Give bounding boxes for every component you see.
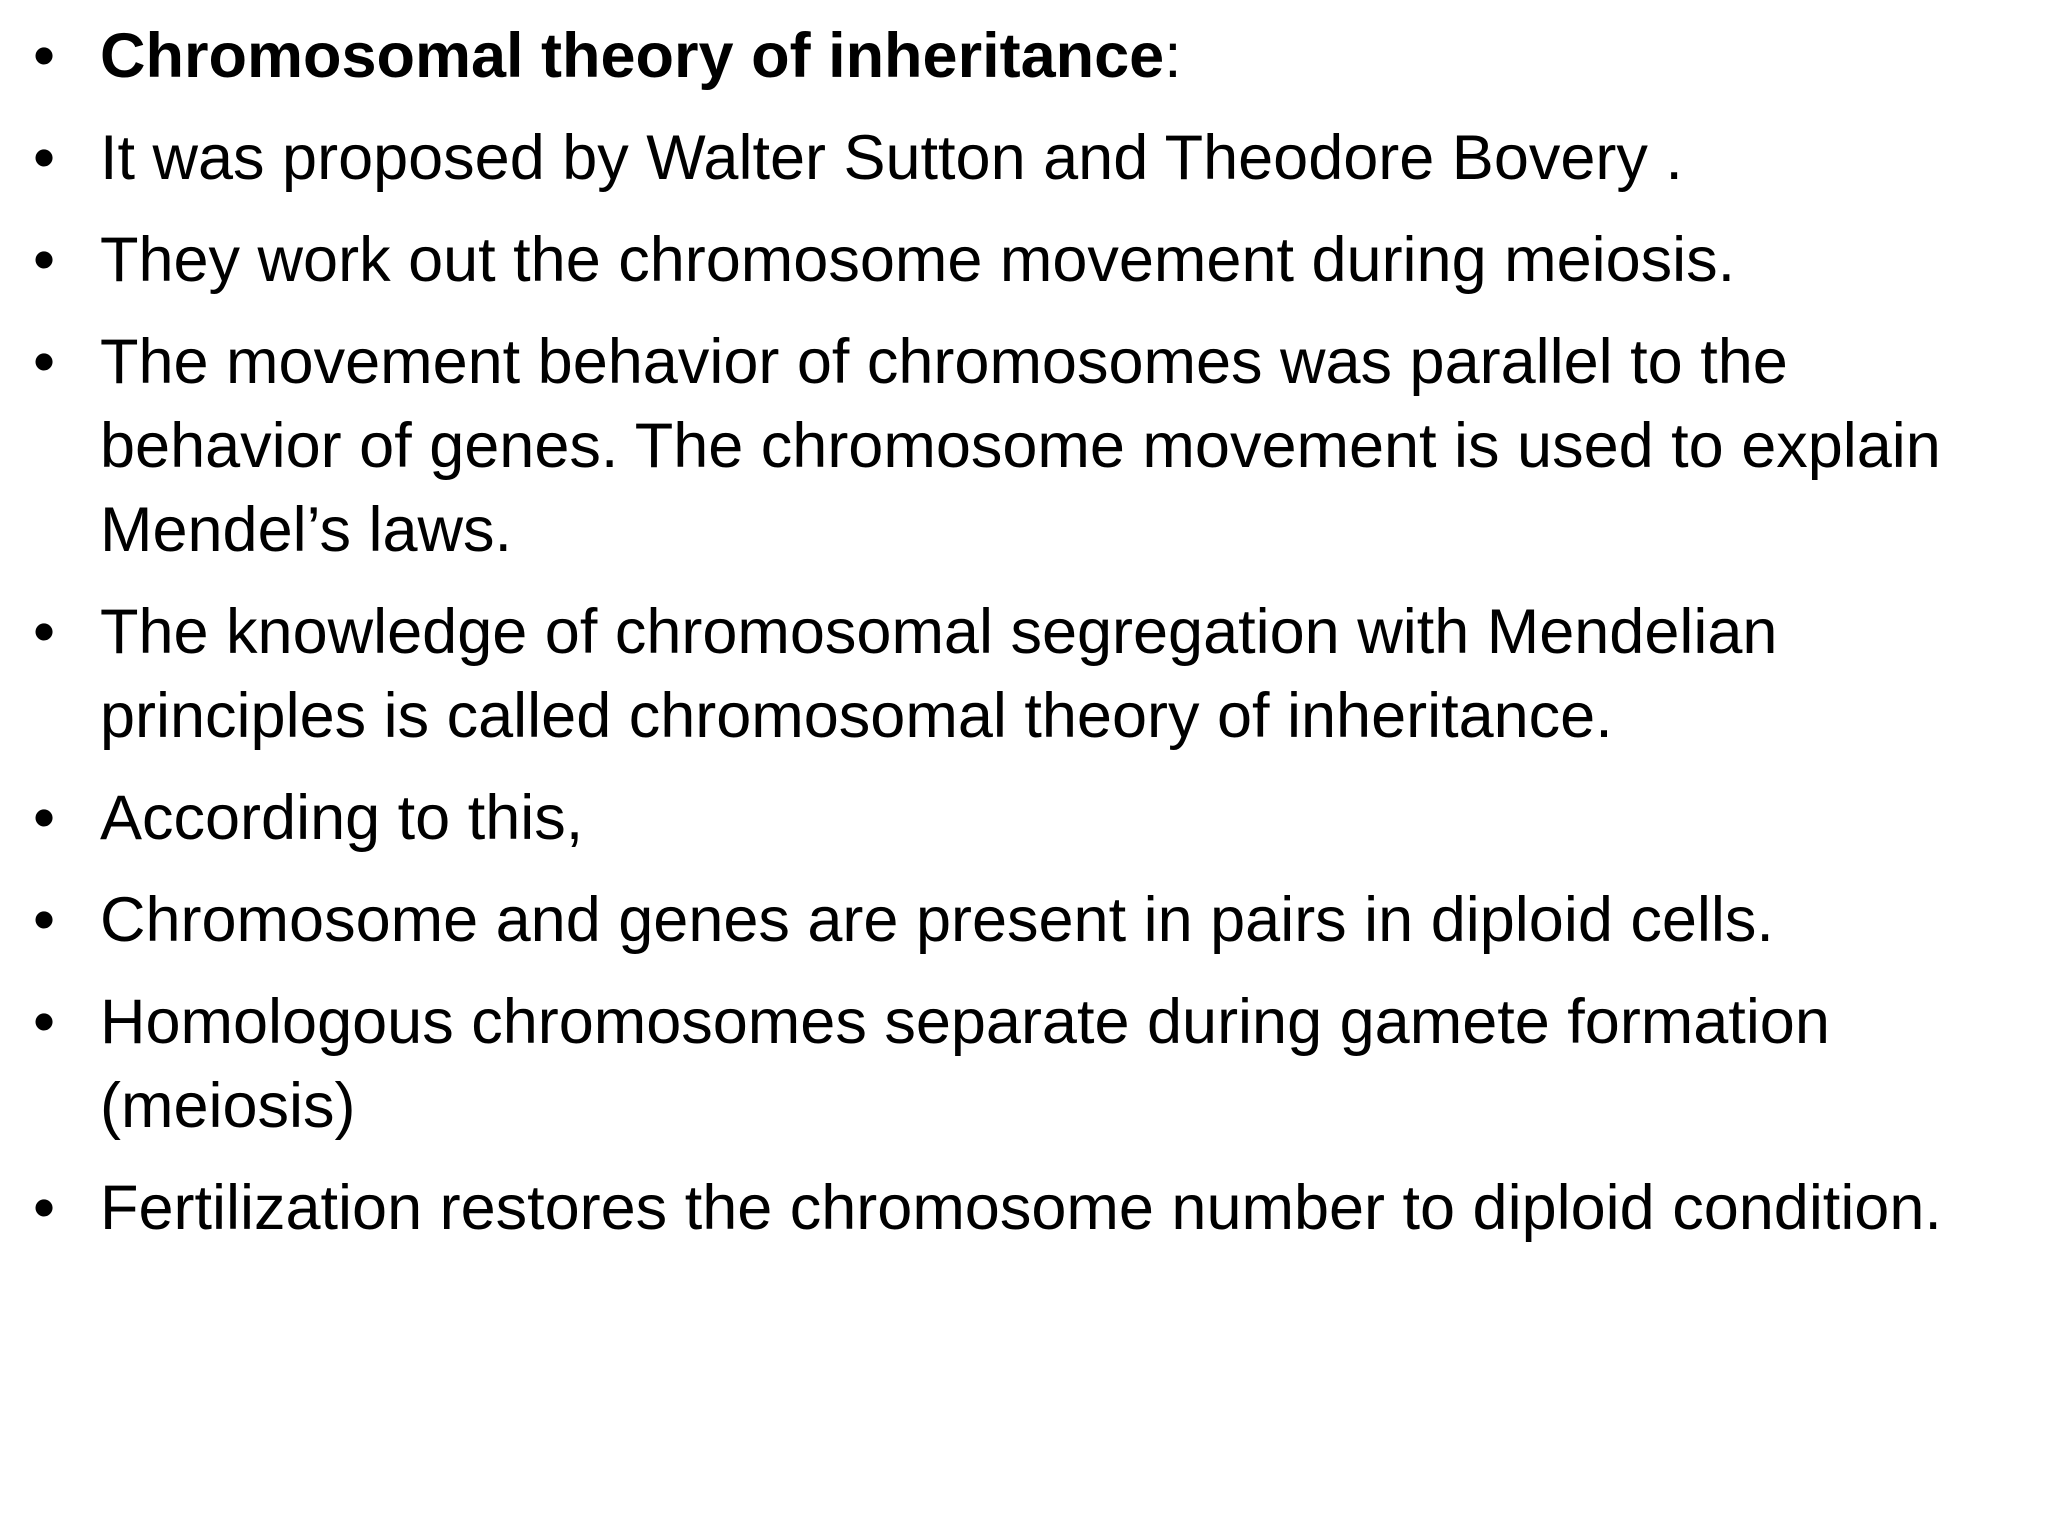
bullet-marker: • — [32, 885, 56, 955]
bullet-item-heading — [0, 14, 2048, 98]
bullet-item — [0, 1166, 2048, 1250]
bullet-marker: • — [32, 21, 56, 91]
bullet-marker: • — [32, 987, 56, 1057]
bullet-item — [0, 590, 2048, 758]
bullet-text: The knowledge of chromosomal segregation with Mendelian principles is called chromosomal theory of inheritance. — [100, 597, 1778, 751]
bullet-item — [0, 776, 2048, 860]
bullet-text: Fertilization restores the chromosome number to diploid condition. — [100, 1173, 1942, 1243]
bullet-marker: • — [32, 123, 56, 193]
bullet-text: Homologous chromosomes separate during gamete formation (meiosis) — [100, 987, 1830, 1141]
bullet-item — [0, 878, 2048, 962]
bullet-text: It was proposed by Walter Sutton and Theodore Bovery . — [100, 123, 1683, 193]
bullet-item — [0, 980, 2048, 1148]
slide-heading-colon: : — [1164, 21, 1182, 91]
bullet-marker: • — [32, 1173, 56, 1243]
slide-heading: Chromosomal theory of inheritance — [100, 21, 1165, 91]
bullet-marker: • — [32, 327, 56, 397]
bullet-text: According to this, — [100, 783, 584, 853]
bullet-list — [0, 14, 2048, 1268]
bullet-text: Chromosome and genes are present in pairs in diploid cells. — [100, 885, 1774, 955]
bullet-item — [0, 116, 2048, 200]
bullet-marker: • — [32, 783, 56, 853]
bullet-item — [0, 218, 2048, 302]
bullet-text: They work out the chromosome movement during meiosis. — [100, 225, 1736, 295]
bullet-text: The movement behavior of chromosomes was parallel to the behavior of genes. The chromosome movement is used to explain Mendel’s laws. — [100, 327, 1941, 565]
bullet-marker: • — [32, 597, 56, 667]
bullet-marker: • — [32, 225, 56, 295]
bullet-item — [0, 320, 2048, 572]
